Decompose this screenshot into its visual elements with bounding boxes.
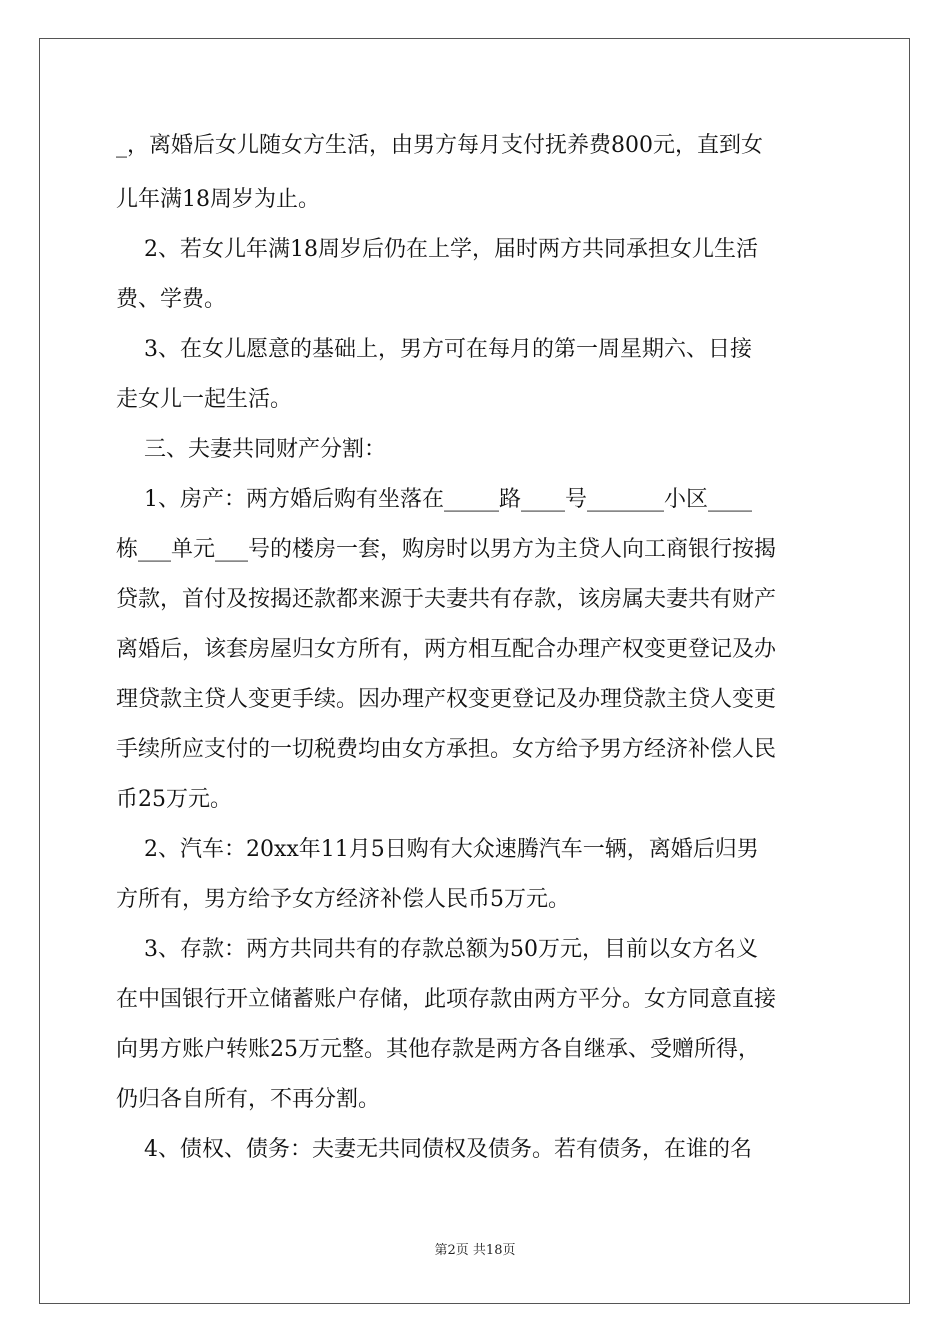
text-line: 儿年满18周岁为止。 (116, 187, 320, 212)
text-line: 理贷款主贷人变更手续。因办理产权变更登记及办理贷款主贷人变更 (116, 687, 777, 712)
text-line: _，离婚后女儿随女方生活，由男方每月支付抚养费800元，直到女 (116, 133, 763, 158)
text-line: 4、债权、债务：夫妻无共同债权及债务。若有债务，在谁的名 (116, 1137, 752, 1162)
section-heading: 三、夫妻共同财产分割： (116, 437, 386, 462)
text-line: 费、学费。 (116, 287, 227, 312)
text-line: 3、在女儿愿意的基础上，男方可在每月的第一周星期六、日接 (116, 337, 752, 362)
text-line: 仍归各自所有，不再分割。 (116, 1087, 381, 1112)
text-line: 手续所应支付的一切税费均由女方承担。女方给予男方经济补偿人民 (116, 737, 777, 762)
text-line: 在中国银行开立储蓄账户存储，此项存款由两方平分。女方同意直接 (116, 987, 777, 1012)
page-number-footer: 第2页 共18页 (434, 1243, 516, 1258)
text-line: 2、汽车：20xx年11月5日购有大众速腾汽车一辆，离婚后归男 (116, 837, 759, 862)
text-line: 2、若女儿年满18周岁后仍在上学，届时两方共同承担女儿生活 (116, 237, 758, 262)
text-line: 3、存款：两方共同共有的存款总额为50万元，目前以女方名义 (116, 937, 758, 962)
text-line: 币25万元。 (116, 787, 232, 812)
text-line: 离婚后，该套房屋归女方所有，两方相互配合办理产权变更登记及办 (116, 637, 777, 662)
text-line: 栋___单元___号的楼房一套，购房时以男方为主贷人向工商银行按揭 (116, 537, 777, 562)
text-line: 走女儿一起生活。 (116, 387, 293, 412)
text-line: 向男方账户转账25万元整。其他存款是两方各自继承、受赠所得， (116, 1037, 760, 1062)
text-line: 方所有，男方给予女方经济补偿人民币5万元。 (116, 887, 570, 912)
text-line: 1、房产：两方婚后购有坐落在_____路____号_______小区____ (116, 487, 752, 512)
text-line: 贷款，首付及按揭还款都来源于夫妻共有存款，该房属夫妻共有财产 (116, 587, 777, 612)
